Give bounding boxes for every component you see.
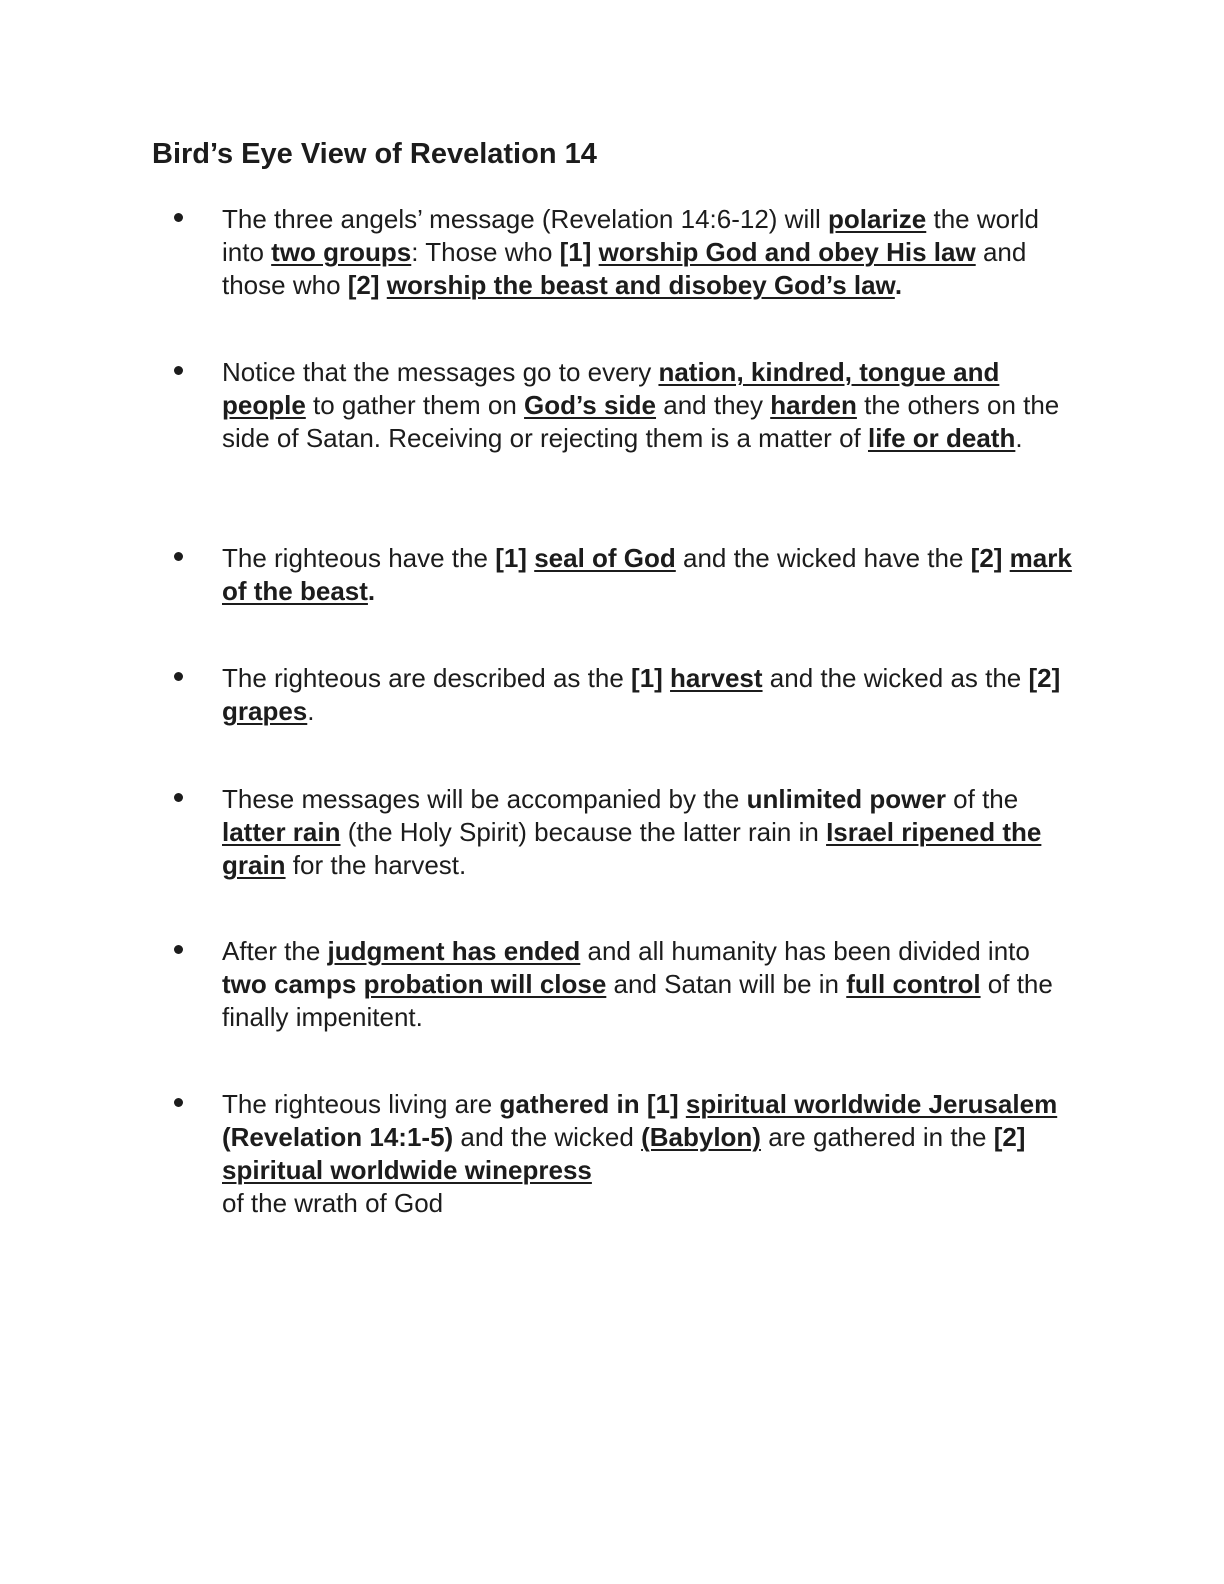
text-segment: (Revelation 14:1-5) xyxy=(222,1122,454,1152)
text-segment: seal of God xyxy=(534,543,676,573)
text-segment: unlimited power xyxy=(746,784,946,814)
text-segment: These messages will be accompanied by the xyxy=(222,784,747,814)
text-segment: : Those who xyxy=(411,237,560,267)
text-segment: [1] xyxy=(631,663,663,693)
bullet-text xyxy=(222,203,1072,302)
text-segment: of the xyxy=(945,784,1019,814)
text-segment: [2] xyxy=(993,1122,1026,1152)
bullet-text xyxy=(222,935,1072,1034)
text-segment: probation will close xyxy=(363,969,607,999)
text-segment: Israel ripened the grain xyxy=(222,817,1042,880)
text-segment: The three angels’ message (Revelation 14:6-12) will xyxy=(222,204,829,234)
text-segment: and they xyxy=(656,390,771,420)
text-segment: and Satan will be in xyxy=(606,969,847,999)
text-segment: of the finally impenitent. xyxy=(222,969,1053,1032)
text-segment xyxy=(380,270,387,300)
text-segment: the world into xyxy=(222,204,1039,267)
text-segment: the others on the side of Satan. Receiving or rejecting them is a matter of xyxy=(222,390,1060,453)
text-segment: After the xyxy=(222,936,328,966)
text-segment: [1] xyxy=(559,237,592,267)
text-segment: of the wrath of God xyxy=(222,1188,444,1218)
text-segment: Notice that the messages go to every xyxy=(222,357,659,387)
bullet-dot xyxy=(174,672,183,681)
text-segment xyxy=(663,663,670,693)
bullet-text xyxy=(222,662,1072,728)
text-segment: . xyxy=(367,576,376,606)
text-segment: (Babylon) xyxy=(641,1122,761,1152)
text-segment: . xyxy=(1015,423,1023,453)
text-segment xyxy=(679,1089,686,1119)
text-segment: worship the beast and disobey God’s law xyxy=(386,270,895,300)
bullet-text xyxy=(222,783,1072,882)
text-segment: and the wicked xyxy=(453,1122,642,1152)
text-segment: The righteous have the xyxy=(222,543,496,573)
bullet-dot xyxy=(174,945,183,954)
bullet-text xyxy=(222,542,1072,608)
bullet-text xyxy=(222,356,1072,455)
text-segment: are gathered in the xyxy=(760,1122,994,1152)
text-segment: harden xyxy=(770,390,857,420)
text-segment xyxy=(591,237,598,267)
text-segment: mark of the beast xyxy=(222,543,1072,606)
bullet-dot xyxy=(174,1098,183,1107)
text-segment: God’s side xyxy=(524,390,657,420)
text-segment: . xyxy=(307,696,315,726)
text-segment: [2] xyxy=(970,543,1003,573)
text-segment: polarize xyxy=(828,204,927,234)
text-segment: for the harvest. xyxy=(285,850,467,880)
text-segment: The righteous living are xyxy=(222,1089,500,1119)
bullet-dot xyxy=(174,213,183,222)
text-segment: judgment has ended xyxy=(327,936,581,966)
text-segment: spiritual worldwide Jerusalem xyxy=(685,1089,1058,1119)
text-segment: nation, kindred, tongue and people xyxy=(222,357,1000,420)
page-title: Bird’s Eye View of Revelation 14 xyxy=(152,138,597,170)
text-segment: two camps xyxy=(222,969,357,999)
text-segment: [1] xyxy=(495,543,527,573)
text-segment: . xyxy=(894,270,903,300)
text-segment: worship God and obey His law xyxy=(598,237,976,267)
text-segment: grapes xyxy=(222,696,308,726)
bullet-dot xyxy=(174,366,183,375)
bullet-text xyxy=(222,1088,1072,1220)
text-segment: and the wicked as the xyxy=(762,663,1029,693)
text-segment: latter rain xyxy=(222,817,341,847)
text-segment: and all humanity has been divided into xyxy=(580,936,1030,966)
bullet-dot xyxy=(174,552,183,561)
text-segment: to gather them on xyxy=(305,390,525,420)
bullet-dot xyxy=(174,793,183,802)
text-segment: two groups xyxy=(271,237,412,267)
text-segment: full control xyxy=(846,969,981,999)
text-segment: and the wicked have the xyxy=(675,543,971,573)
text-segment: gathered in [1] xyxy=(499,1089,679,1119)
text-segment: The righteous are described as the xyxy=(222,663,632,693)
text-segment: (the Holy Spirit) because the latter rain in xyxy=(340,817,827,847)
text-segment: [2] xyxy=(347,270,380,300)
text-segment: life or death xyxy=(867,423,1016,453)
text-segment: harvest xyxy=(670,663,763,693)
text-segment xyxy=(1002,543,1009,573)
text-segment: spiritual worldwide winepress xyxy=(222,1155,592,1185)
text-segment xyxy=(356,969,363,999)
text-segment: [2] xyxy=(1028,663,1061,693)
text-segment: and those who xyxy=(222,237,1027,300)
